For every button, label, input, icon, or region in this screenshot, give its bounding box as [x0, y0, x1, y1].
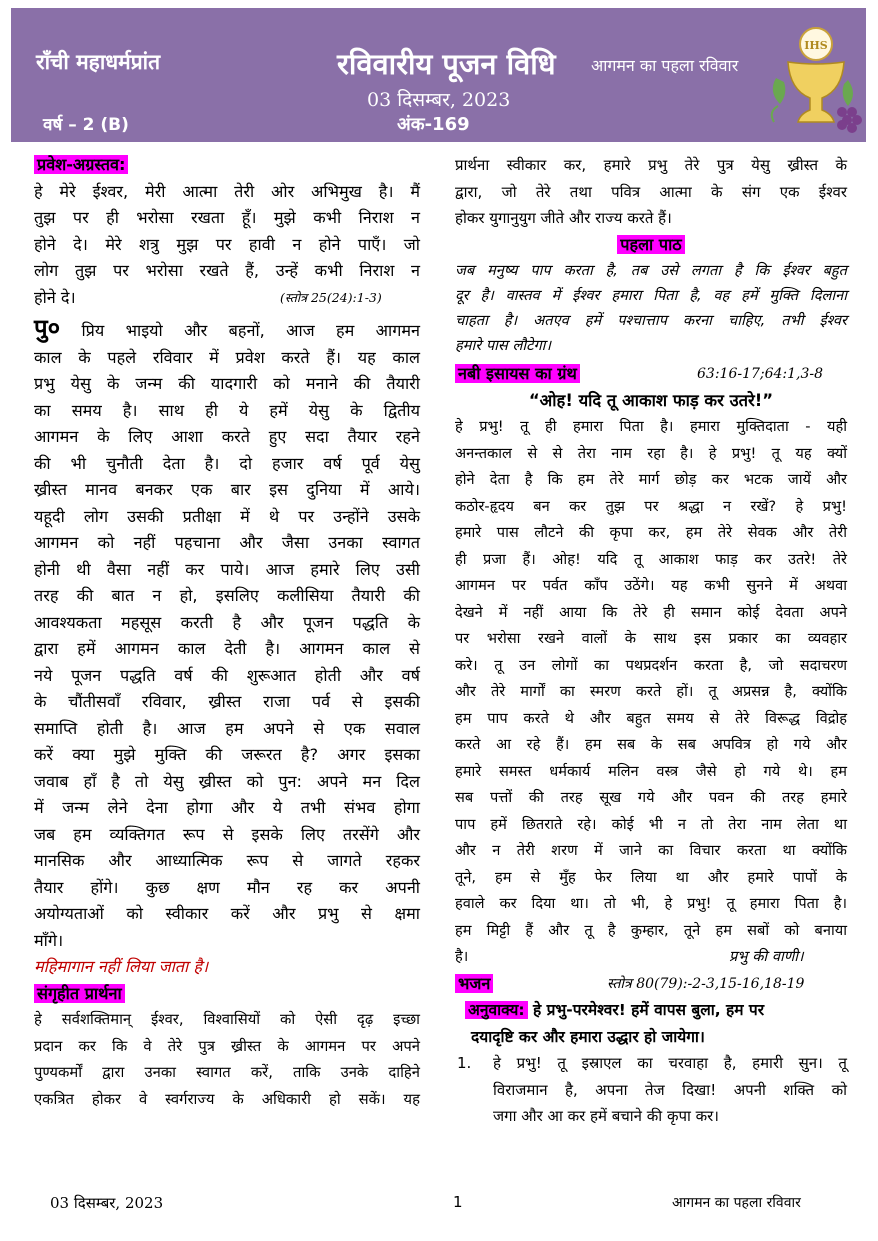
- intro-line: समाप्ति होती है। आज हम अपने से एक सवाल: [34, 718, 420, 738]
- intro-line: का समय है। साथ ही ये हमें येसु के द्वितीय: [34, 400, 420, 420]
- entrance-reference: (स्तोत्र 25(24):1-3): [280, 289, 382, 305]
- collect-line: प्रदान कर कि वे तेरे पुत्र ख्रीस्त के आगमन पर अपने: [34, 1037, 420, 1055]
- reading-line: हमारे समस्त धर्मकार्य मलिन वस्त्र जैसे हो गये थे। हम: [455, 762, 847, 780]
- collect-line: द्वारा, जो तेरे तथा पवित्र आत्मा के संग एक ईश्वर: [455, 182, 847, 201]
- reading-line: ही प्रजा हैं। ओह! यदि तू आकाश फाड़ कर उतरे! तेरे: [455, 550, 847, 568]
- left-column: [34, 152, 420, 1113]
- page-title: रविवारीय पूजन विधि: [337, 47, 556, 81]
- reading-line: कठोर-हृदय बन कर तुझ पर श्रद्धा न रखें? हे प्रभु!: [455, 497, 847, 515]
- intro-line: करें क्या मुझे मुक्ति की जरूरत है? अगर इसका: [34, 745, 420, 764]
- entrance-line: होने दे। मेरे शत्रु मुझ पर हावी न होने पाएँ। जो: [34, 234, 420, 254]
- page-number: 1: [453, 1193, 463, 1211]
- diocese-name: राँची महाधर्मप्रांत: [36, 50, 161, 74]
- verse-line: जगा और आ कर हमें बचाने की कृपा कर।: [493, 1107, 719, 1125]
- reading-line: देखने में नहीं आया कि तेरे ही समान कोई देवता अपने: [455, 603, 847, 621]
- intro-line: काल के पहले रविवार में प्रवेश करते हैं। यह काल: [34, 347, 420, 367]
- collect-heading: संगृहीत प्रार्थना: [34, 984, 125, 1003]
- first-reading-intro-line: जब मनुष्य पाप करता है, तब उसे लगता है कि ईश्वर बहुत: [455, 262, 847, 279]
- psalm-reference: स्तोत्र 80(79):-2-3,15-16,18-19: [607, 975, 805, 992]
- book-reference: 63:16-17;64:1,3-8: [697, 366, 824, 382]
- reading-line: हे प्रभु! तू ही हमारा पिता है। हमारा मुक्तिदाता - यही: [455, 418, 847, 435]
- reading-line: और तेरे मार्गों का स्मरण करते हों। तू अप्रसन्न है, क्योंकि: [455, 683, 847, 700]
- intro-line: आगमन के लिए आशा करते हुए सदा तैयार रहने: [34, 427, 420, 446]
- intro-line: प्रभु येसु के जन्म की यादगारी को मनाने की तैयारी: [34, 374, 420, 393]
- reading-line: हवाले कर दिया था। तो भी, हे प्रभु! तू हमारा पिता है।: [455, 895, 847, 912]
- entrance-heading: प्रवेश-अग्रस्तव:: [34, 155, 128, 174]
- verse-line: विराजमान है, अपना तेज दिखा! अपनी शक्ति को: [493, 1080, 847, 1099]
- reading-line: करते आ रहे हैं। हम सब के सब अपवित्र हो गये और: [455, 736, 847, 753]
- header-banner: [11, 8, 866, 142]
- host-logo-text: IHS: [804, 39, 828, 52]
- word-of-the-lord: प्रभु की वाणी।: [729, 948, 804, 965]
- first-reading-intro-line: हमारे पास लौटेगा।: [455, 337, 551, 354]
- intro-line: प्रिय भाइयो और बहनों, आज हम आगमन: [81, 321, 420, 340]
- verse-number: 1.: [457, 1054, 472, 1072]
- first-reading-heading: पहला पाठ: [617, 235, 684, 254]
- reading-line: हमारे पास लौटने की कृपा कर, हम तेरे सेवक और तेरी: [455, 524, 847, 541]
- sunday-name: आगमन का पहला रविवार: [591, 56, 739, 75]
- entrance-line: हे मेरे ईश्वर, मेरी आत्मा तेरी ओर अभिमुख है। मैं: [34, 181, 420, 201]
- intro-line: जब हम व्यक्तिगत रूप से इसके लिए तरसेंगे और: [34, 824, 420, 844]
- first-reading-intro-line: चाहता है। अतएव हमें पश्चात्ताप करना चाहिए, तभी ईश्वर: [455, 312, 847, 329]
- gloria-note: महिमागान नहीं लिया जाता है।: [34, 957, 209, 976]
- book-heading: नबी इसायस का ग्रंथ: [455, 364, 580, 383]
- liturgical-year: वर्ष – 2 (B): [43, 115, 129, 135]
- entrance-line: लोग तुझ पर भरोसा रखते हैं, उन्हें कभी निराश न: [34, 261, 420, 280]
- collect-line: होकर युगानुयुग जीते और राज्य करते हैं।: [455, 209, 672, 227]
- intro-marker: पु०: [34, 314, 61, 342]
- intro-line: जवाब हाँ है तो येसु ख्रीस्त को पुन: अपने मन दिल: [34, 771, 420, 791]
- verse-line: हे प्रभु! तू इस्राएल का चरवाहा है, हमारी सुन। तू: [493, 1054, 847, 1072]
- first-reading-intro-line: दूर है। वास्तव में ईश्वर हमारा पिता है, वह हमें मुक्ति दिलाना: [455, 287, 847, 304]
- intro-line: द्वारा हमें आगमन काल देती है। आगमन काल से: [34, 639, 420, 658]
- reading-line: पाप हमें छितराते रहे। कोई भी न तो तेरा नाम लेता था: [455, 815, 847, 833]
- reading-line: करे। तू उन लोगों का पथप्रदर्शन करता है, जो सदाचरण: [455, 656, 847, 674]
- intro-line: आगमन को नहीं पहचाना और जैसा उनका स्वागत: [34, 533, 420, 552]
- intro-line: तैयार होंगे। कुछ क्षण मौन रह कर अपनी: [34, 877, 420, 897]
- header-date: 03 दिसम्बर, 2023: [367, 89, 511, 111]
- intro-line: तरह की बात न हो, इसलिए कलीसिया तैयारी की: [34, 586, 420, 605]
- intro-line: माँगे।: [34, 930, 64, 950]
- reading-line: सब पत्तों की तरह सूख गये और पवन की तरह हमारे: [455, 789, 847, 806]
- reading-line: आगमन पर पर्वत काँप उठेंगे। यह कभी सुनने में अथवा: [455, 577, 847, 594]
- response-text: हे प्रभु-परमेश्वर! हमें वापस बुला, हम पर: [532, 1001, 765, 1019]
- chalice-icon: [758, 8, 866, 142]
- intro-line: अयोग्यताओं को स्वीकार करें और प्रभु से क्षमा: [34, 904, 420, 923]
- psalm-heading: भजन: [455, 974, 493, 993]
- reading-title: “ओह! यदि तू आकाश फाड़ कर उतरे!”: [528, 390, 774, 410]
- response-text: दयादृष्टि कर और हमारा उद्धार हो जायेगा।: [471, 1027, 705, 1046]
- footer-date: 03 दिसम्बर, 2023: [50, 1194, 164, 1212]
- reading-line: हम पाप करते थे और बहुत समय से तेरे विरूद्ध विद्रोह: [455, 709, 847, 727]
- collect-line: एकत्रित होकर वे स्वर्गराज्य के अधिकारी हो सकें। यह: [34, 1090, 420, 1108]
- intro-line: होनी थी वैसा नहीं कर पाये। आज हमारे लिए उसी: [34, 559, 420, 579]
- intro-line: नये पूजन पद्धति वर्ष की शुरूआत होती और वर्ष: [34, 665, 420, 685]
- intro-line: मानसिक और आध्यात्मिक रूप से जागते रहकर: [34, 851, 420, 870]
- intro-line: के चौंतीसवाँ रविवार, ख्रीस्त राजा पर्व से इसकी: [34, 692, 420, 711]
- reading-line: अनन्तकाल से से तेरा नाम रहा है। हे प्रभु! तू यह क्यों: [455, 444, 847, 462]
- issue-number: अंक-169: [397, 114, 470, 135]
- collect-line: हे सर्वशक्तिमान् ईश्वर, विश्वासियों को ऐसी दृढ़ इच्छा: [34, 1011, 420, 1028]
- entrance-line: होने दे।: [34, 287, 76, 307]
- response-label: अनुवाक्य:: [465, 1001, 528, 1019]
- footer-title: आगमन का पहला रविवार: [672, 1195, 801, 1211]
- reading-line: तूने, हम से मुँह फेर लिया था और हमारे पापों के: [455, 868, 847, 886]
- reading-line: और न तेरी शरण में जाने का विचार करता था क्योंकि: [455, 842, 847, 859]
- intro-line: में जन्म लेने देना होगा और ये तभी संभव होगा: [34, 798, 420, 817]
- reading-line: हम मिट्टी हैं और तू है कुम्हार, तूने हम सबों को बनाया: [455, 921, 847, 939]
- entrance-line: तुझ पर ही भरोसा रखता हूँ। मुझे कभी निराश न: [34, 208, 420, 227]
- intro-line: यहूदी लोग उसकी प्रतीक्षा में थे पर उन्होंने उसके: [34, 506, 420, 526]
- right-column: [455, 152, 847, 1130]
- reading-line: पर भरोसा रखने वालों के साथ इस प्रकार का व्यवहार: [455, 630, 847, 647]
- reading-line: होने देता है कि हम तेरे मार्ग छोड़ कर भटक जायें और: [455, 471, 847, 488]
- collect-line: प्रार्थना स्वीकार कर, हमारे प्रभु तेरे पुत्र येसु ख्रीस्त के: [455, 156, 847, 174]
- reading-line: है।: [455, 948, 469, 965]
- collect-line: पुण्यकर्मों द्वारा उनका स्वागत करें, ताकि उनके दाहिने: [34, 1064, 420, 1081]
- intro-line: की भी चुनौती देता है। दो हजार वर्ष पूर्व येसु: [34, 453, 420, 473]
- intro-line: ख्रीस्त मानव बनकर एक बार इस दुनिया में आये।: [34, 480, 420, 499]
- intro-line: आवश्यकता महसूस करती है और पूजन पद्धति के: [34, 612, 420, 632]
